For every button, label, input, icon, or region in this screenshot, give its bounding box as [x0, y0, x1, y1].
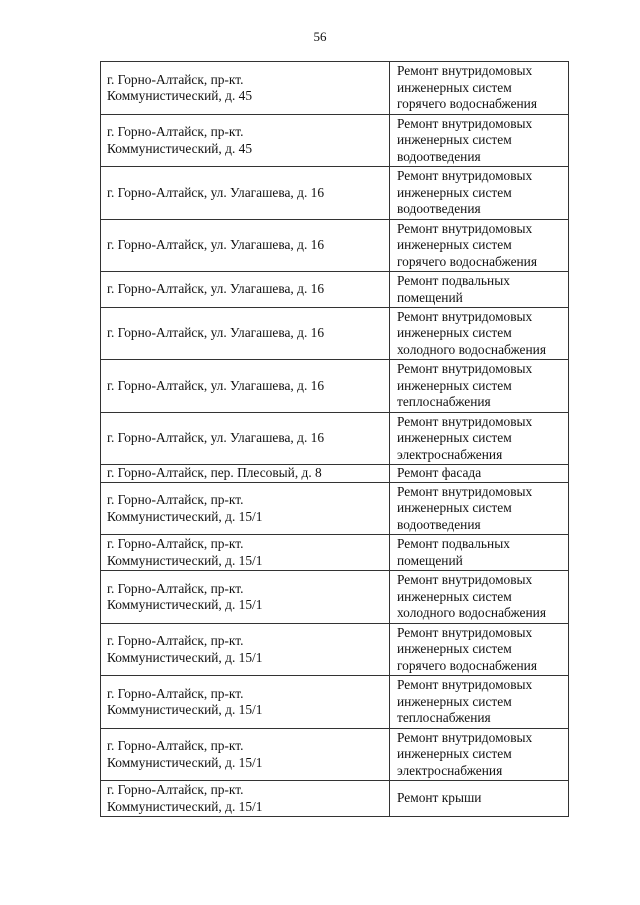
work-type-cell: Ремонт подвальных помещений	[390, 272, 569, 308]
address-cell: г. Горно-Алтайск, пр-кт. Коммунистический, д. 15/1	[101, 624, 390, 676]
table-row	[101, 272, 569, 308]
work-type-cell: Ремонт внутридомовых инженерных систем холодного водоснабжения	[390, 308, 569, 360]
table-row	[101, 729, 569, 781]
address-cell: г. Горно-Алтайск, пр-кт. Коммунистический, д. 15/1	[101, 781, 390, 817]
address-cell: г. Горно-Алтайск, ул. Улагашева, д. 16	[101, 308, 390, 360]
address-cell: г. Горно-Алтайск, ул. Улагашева, д. 16	[101, 220, 390, 272]
table-row	[101, 360, 569, 413]
address-cell: г. Горно-Алтайск, пр-кт. Коммунистический, д. 15/1	[101, 676, 390, 729]
table-row	[101, 624, 569, 676]
table-row	[101, 220, 569, 272]
work-type-cell: Ремонт внутридомовых инженерных систем водоотведения	[390, 483, 569, 535]
table-row	[101, 535, 569, 571]
work-type-cell: Ремонт внутридомовых инженерных систем водоотведения	[390, 167, 569, 220]
table-row	[101, 676, 569, 729]
work-type-cell: Ремонт внутридомовых инженерных систем водоотведения	[390, 115, 569, 167]
work-type-cell: Ремонт крыши	[390, 781, 569, 817]
table-row	[101, 571, 569, 624]
address-cell: г. Горно-Алтайск, пр-кт. Коммунистический, д. 45	[101, 115, 390, 167]
address-cell: г. Горно-Алтайск, пр-кт. Коммунистический, д. 45	[101, 62, 390, 115]
address-cell: г. Горно-Алтайск, пер. Плесовый, д. 8	[101, 465, 390, 483]
address-cell: г. Горно-Алтайск, пр-кт. Коммунистический, д. 15/1	[101, 571, 390, 624]
work-type-cell: Ремонт внутридомовых инженерных систем горячего водоснабжения	[390, 220, 569, 272]
page-number: 56	[313, 29, 327, 44]
table-row	[101, 308, 569, 360]
address-cell: г. Горно-Алтайск, пр-кт. Коммунистический, д. 15/1	[101, 729, 390, 781]
work-type-cell: Ремонт фасада	[390, 465, 569, 483]
work-type-cell: Ремонт внутридомовых инженерных систем холодного водоснабжения	[390, 571, 569, 624]
address-cell: г. Горно-Алтайск, ул. Улагашева, д. 16	[101, 272, 390, 308]
address-cell: г. Горно-Алтайск, ул. Улагашева, д. 16	[101, 167, 390, 220]
table-row	[101, 781, 569, 817]
table-row	[101, 413, 569, 465]
work-type-cell: Ремонт внутридомовых инженерных систем электроснабжения	[390, 413, 569, 465]
table-row	[101, 62, 569, 115]
table-row	[101, 115, 569, 167]
address-cell: г. Горно-Алтайск, пр-кт. Коммунистический, д. 15/1	[101, 535, 390, 571]
repair-works-table	[100, 61, 569, 817]
table-row	[101, 167, 569, 220]
table-body	[101, 62, 569, 817]
table-row	[101, 465, 569, 483]
table-row	[101, 483, 569, 535]
work-type-cell: Ремонт внутридомовых инженерных систем горячего водоснабжения	[390, 62, 569, 115]
work-type-cell: Ремонт внутридомовых инженерных систем горячего водоснабжения	[390, 624, 569, 676]
work-type-cell: Ремонт подвальных помещений	[390, 535, 569, 571]
work-type-cell: Ремонт внутридомовых инженерных систем электроснабжения	[390, 729, 569, 781]
work-type-cell: Ремонт внутридомовых инженерных систем теплоснабжения	[390, 676, 569, 729]
work-type-cell: Ремонт внутридомовых инженерных систем теплоснабжения	[390, 360, 569, 413]
address-cell: г. Горно-Алтайск, ул. Улагашева, д. 16	[101, 413, 390, 465]
address-cell: г. Горно-Алтайск, пр-кт. Коммунистический, д. 15/1	[101, 483, 390, 535]
address-cell: г. Горно-Алтайск, ул. Улагашева, д. 16	[101, 360, 390, 413]
